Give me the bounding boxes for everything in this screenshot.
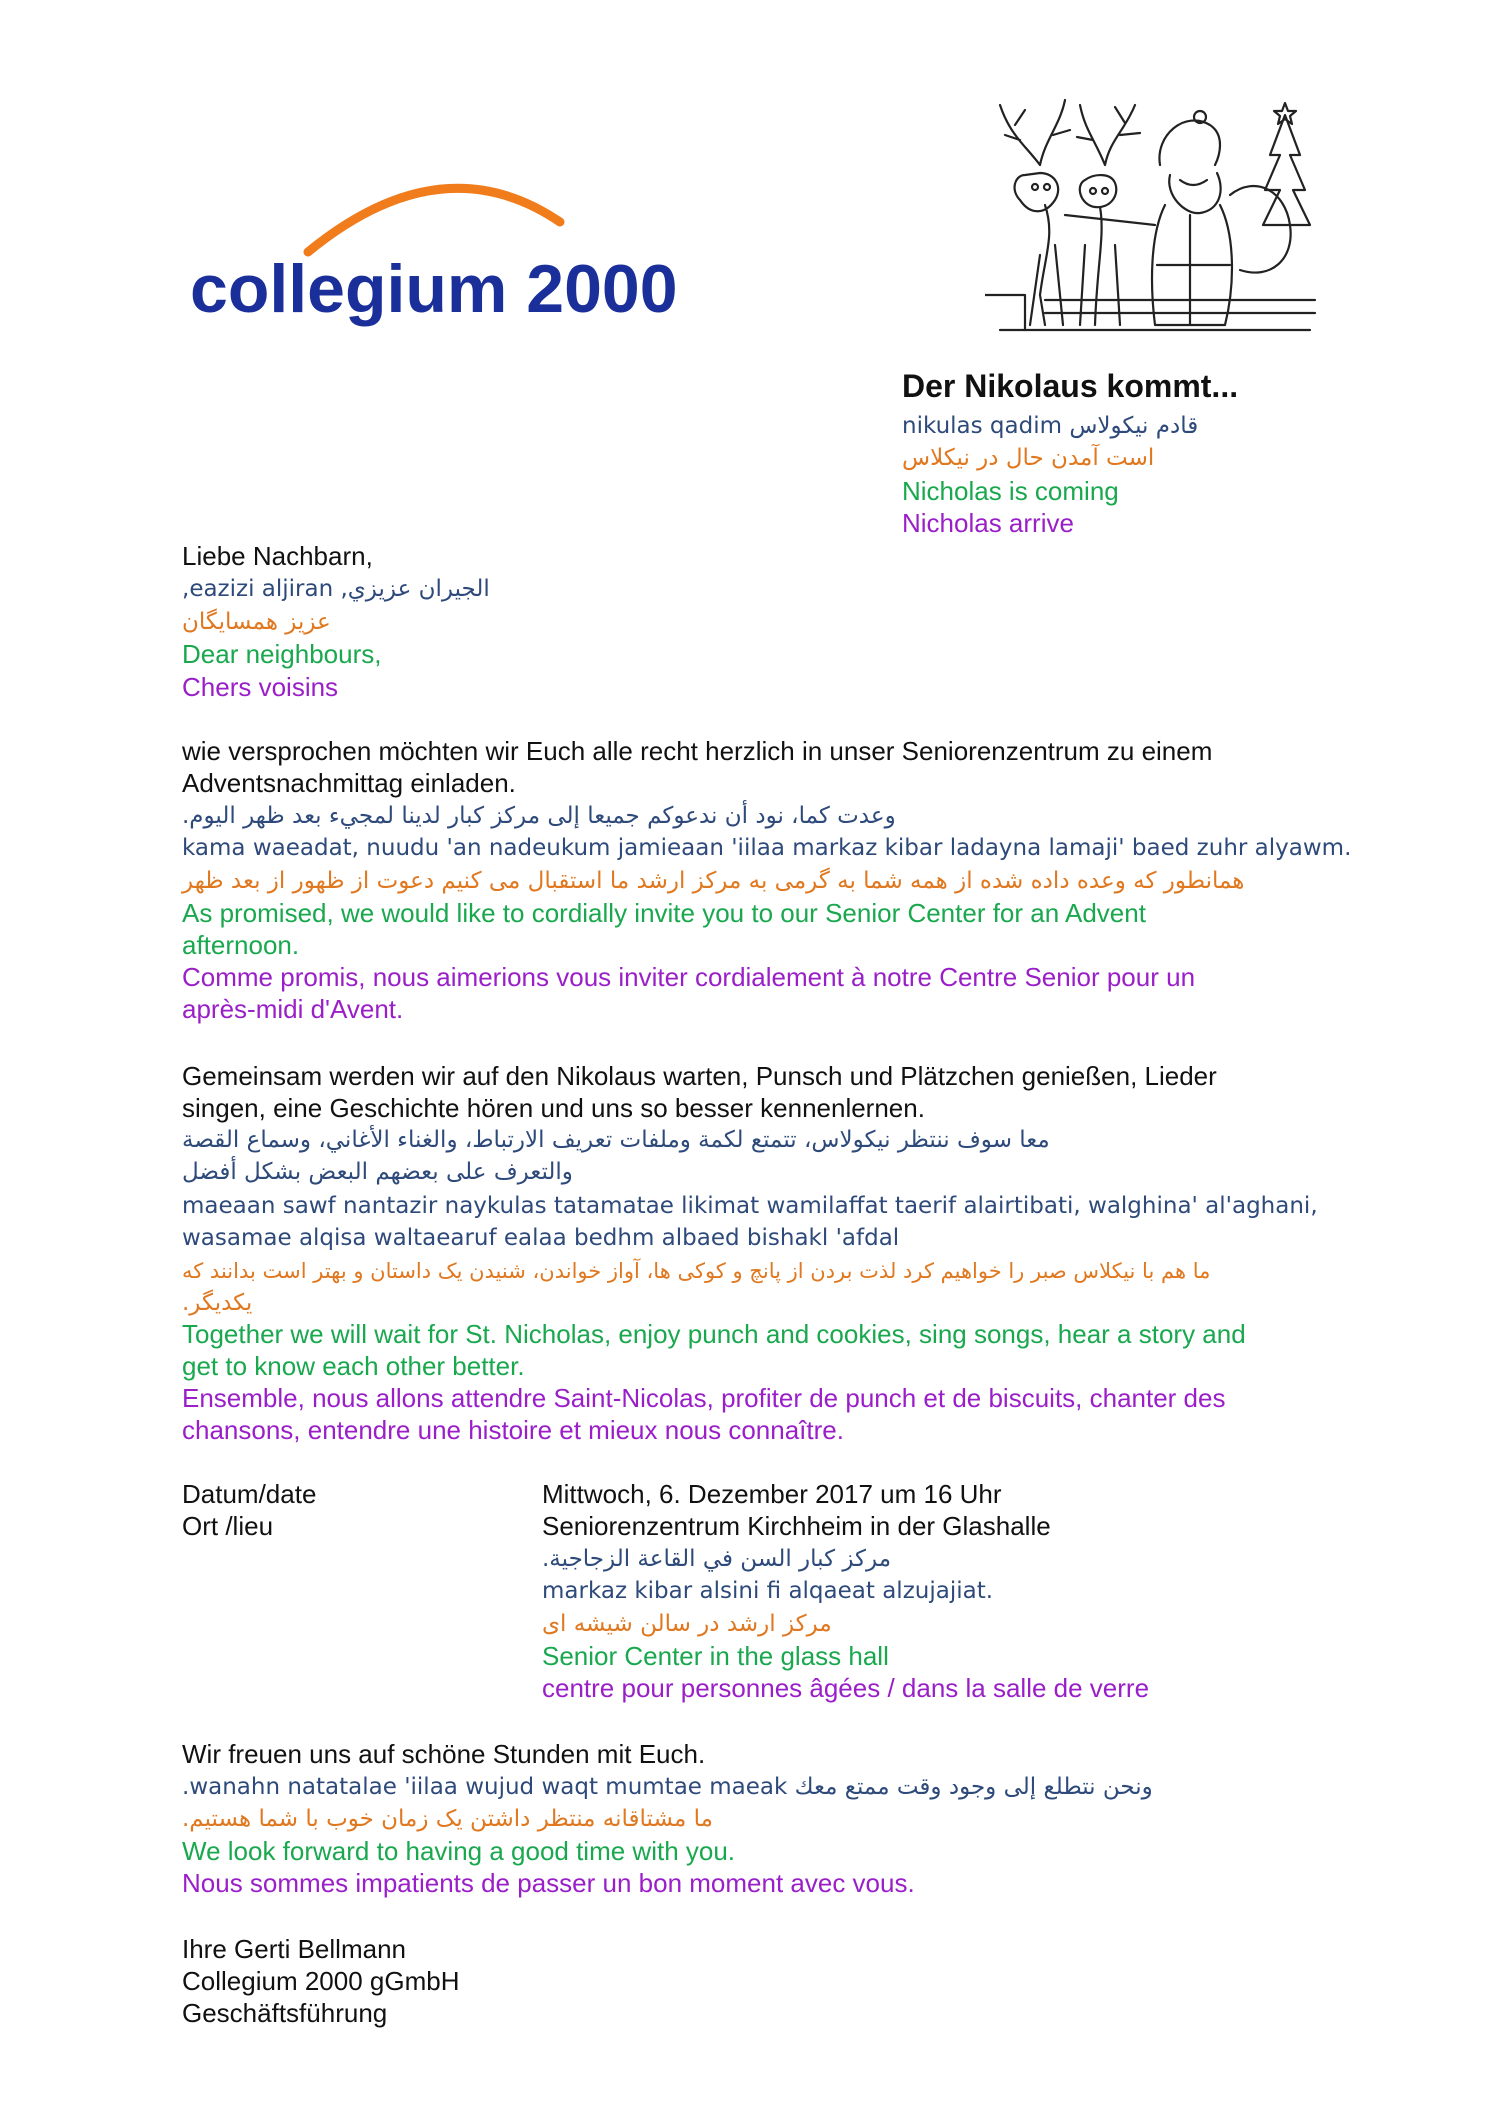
signature-organization: Collegium 2000 gGmbH [182, 1966, 460, 1996]
closing-german: Wir freuen uns auf schöne Stunden mit Euch. [182, 1739, 706, 1769]
greeting-german: Liebe Nachbarn, [182, 541, 373, 571]
para2-transliteration-line2: wasamae alqisa waltaearuf ealaa bedhm albaed bishakl 'afdal [182, 1225, 900, 1251]
para2-german-line2: singen, eine Geschichte hören und uns so besser kennenlernen. [182, 1093, 925, 1123]
signature-name: Ihre Gerti Bellmann [182, 1934, 406, 1964]
para2-english-line1: Together we will wait for St. Nicholas, enjoy punch and cookies, sing songs, hear a story and [182, 1319, 1246, 1349]
title-english: Nicholas is coming [902, 476, 1119, 506]
place-arabic: مركز كبار السن في القاعة الزجاجية. [542, 1546, 892, 1572]
para1-transliteration: kama waeadat, nuudu 'an nadeukum jamieaan 'iilaa markaz kibar ladayna lamaji' baed zuhr alyawm. [182, 835, 1352, 861]
title-persian: است آمدن حال در نیکلاس [902, 445, 1155, 471]
title-arabic: قادم نيكولاس nikulas qadim [902, 413, 1199, 439]
greeting-persian: عزیز همسایگان [182, 609, 331, 635]
title-french: Nicholas arrive [902, 508, 1074, 538]
signature-role: Geschäftsführung [182, 1998, 388, 2028]
greeting-arabic: الجيران عزيزي, eazizi aljiran, [182, 576, 490, 602]
para1-french-line1: Comme promis, nous aimerions vous inviter cordialement à notre Centre Senior pour un [182, 962, 1196, 992]
para1-arabic: وعدت كما، نود أن ندعوكم جميعا إلى مركز كبار لدينا لمجيء بعد ظهر اليوم. [182, 803, 896, 829]
para2-german-line1: Gemeinsam werden wir auf den Nikolaus warten, Punsch und Plätzchen genießen, Lieder [182, 1061, 1217, 1091]
para1-french-line2: après-midi d'Avent. [182, 994, 404, 1024]
para2-english-line2: get to know each other better. [182, 1351, 525, 1381]
place-english: Senior Center in the glass hall [542, 1641, 889, 1671]
para1-english-line2: afternoon. [182, 930, 300, 960]
para1-german-line1: wie versprochen möchten wir Euch alle recht herzlich in unser Seniorenzentrum zu einem [182, 736, 1213, 766]
page-title: Der Nikolaus kommt... [902, 368, 1239, 404]
logo-text: collegium 2000 [190, 251, 678, 327]
place-german: Seniorenzentrum Kirchheim in der Glashalle [542, 1511, 1051, 1541]
closing-french: Nous sommes impatients de passer un bon moment avec vous. [182, 1868, 915, 1898]
date-label: Datum/date [182, 1479, 317, 1509]
para2-arabic-line2: والتعرف على بعضهم البعض بشكل أفضل [182, 1159, 573, 1185]
santa-with-reindeer-illustration [985, 95, 1325, 345]
place-label: Ort /lieu [182, 1511, 274, 1541]
para1-persian: همانطور که وعده داده شده از همه شما به گرمی به مرکز ارشد ما استقبال می کنیم دعوت از ظهور از بعد ظهر [182, 868, 1245, 894]
place-persian: مرکز ارشد در سالن شیشه ای [542, 1611, 832, 1637]
para2-transliteration-line1: maeaan sawf nantazir naykulas tatamatae likimat wamilaffat taerif alairtibati, walghina' al'aghani, [182, 1193, 1318, 1219]
place-transliteration: markaz kibar alsini fi alqaeat alzujajiat. [542, 1578, 994, 1604]
para2-arabic-line1: معا سوف ننتظر نيكولاس، تتمتع لكمة وملفات تعريف الارتباط، والغناء الأغاني، وسماع القصة [182, 1127, 1050, 1153]
para1-english-line1: As promised, we would like to cordially invite you to our Senior Center for an Advent [182, 898, 1146, 928]
para1-german-line2: Adventsnachmittag einladen. [182, 768, 516, 798]
para2-persian-line2: یکدیگر. [182, 1290, 253, 1316]
para2-french-line1: Ensemble, nous allons attendre Saint-Nicolas, profiter de punch et de biscuits, chanter des [182, 1383, 1226, 1413]
para2-french-line2: chansons, entendre une histoire et mieux nous connaître. [182, 1415, 844, 1445]
place-french: centre pour personnes âgées / dans la salle de verre [542, 1673, 1150, 1703]
greeting-french: Chers voisins [182, 672, 339, 702]
greeting-english: Dear neighbours, [182, 639, 382, 669]
logo-arc-icon [180, 170, 720, 260]
closing-arabic: ونحن نتطلع إلى وجود وقت ممتع معك wanahn natatalae 'iilaa wujud waqt mumtae maeak. [182, 1774, 1153, 1800]
date-value: Mittwoch, 6. Dezember 2017 um 16 Uhr [542, 1479, 1002, 1509]
closing-english: We look forward to having a good time with you. [182, 1836, 736, 1866]
closing-persian: ما مشتاقانه منتظر داشتن یک زمان خوب با شما هستیم. [182, 1806, 713, 1832]
para2-persian-line1: ما هم با نیکلاس صبر را خواهیم کرد لذت بردن از پانچ و کوکی ها، آواز خواندن، شنیدن یک داستان و بهتر است بدانند که [182, 1259, 1211, 1283]
